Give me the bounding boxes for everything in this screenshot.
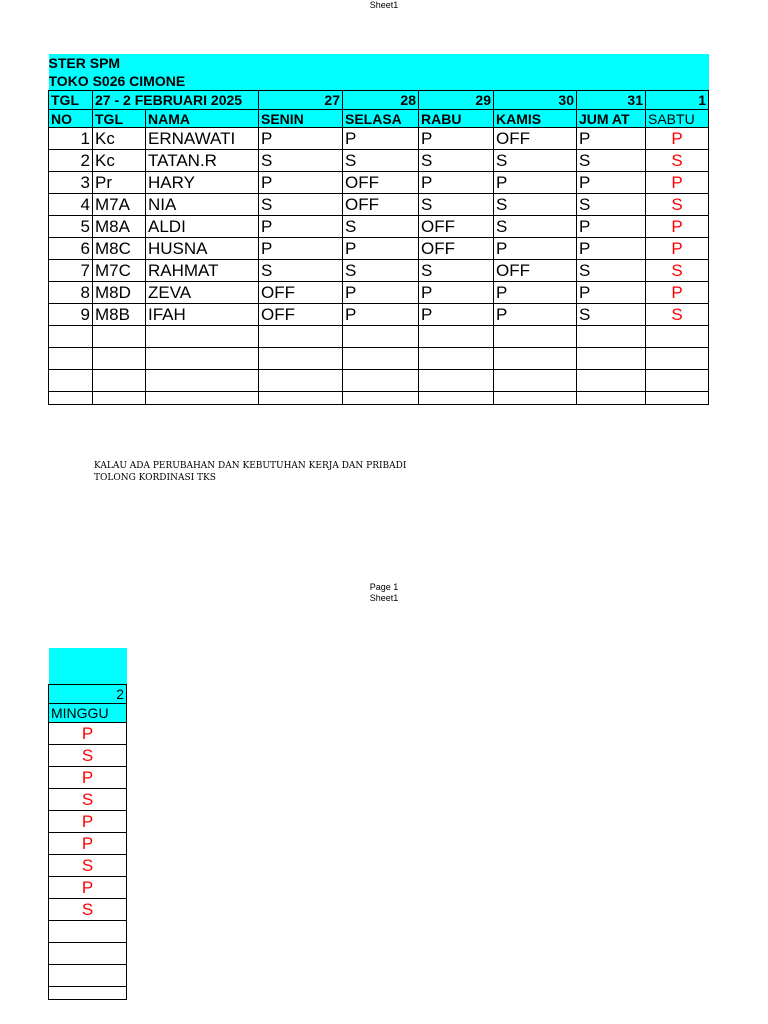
period-label: 27 - 2 FEBRUARI 2025 — [93, 91, 259, 110]
cell-name: IFAH — [146, 304, 259, 326]
cell-jum: S — [577, 304, 646, 326]
cell-sel: P — [343, 128, 419, 150]
store-name: TOKO S026 CIMONE — [49, 72, 709, 91]
cell-sel: S — [343, 260, 419, 282]
cell-name: ERNAWATI — [146, 128, 259, 150]
cell-kam: P — [494, 282, 577, 304]
cell-sen: P — [259, 216, 343, 238]
minggu-empty-cell — [49, 965, 127, 987]
empty-cell — [494, 370, 577, 392]
cell-name: ALDI — [146, 216, 259, 238]
empty-cell — [646, 348, 709, 370]
empty-cell — [93, 326, 146, 348]
empty-cell — [259, 348, 343, 370]
cell-rab: OFF — [419, 216, 494, 238]
empty-cell — [646, 392, 709, 405]
cell-jum: P — [577, 128, 646, 150]
roster-table — [48, 54, 709, 405]
empty-cell — [146, 348, 259, 370]
roster-title: STER SPM — [49, 54, 709, 72]
cell-sen: OFF — [259, 304, 343, 326]
empty-cell — [343, 370, 419, 392]
col-header-1: TGL — [93, 110, 146, 128]
minggu-cell: S — [49, 789, 127, 811]
cell-jum: P — [577, 172, 646, 194]
cell-no: 2 — [49, 150, 93, 172]
empty-cell — [494, 392, 577, 405]
empty-cell — [93, 370, 146, 392]
empty-cell — [343, 326, 419, 348]
table-row — [49, 150, 709, 172]
empty-cell — [494, 326, 577, 348]
cell-no: 7 — [49, 260, 93, 282]
footer-page: Page 1 — [369, 582, 399, 592]
col-header-2: NAMA — [146, 110, 259, 128]
cell-sen: P — [259, 238, 343, 260]
empty-cell — [49, 392, 93, 405]
empty-cell — [646, 370, 709, 392]
empty-cell — [93, 392, 146, 405]
cell-jum: P — [577, 238, 646, 260]
cell-sab: S — [646, 150, 709, 172]
page2-header-sheet: Sheet1 — [369, 593, 399, 603]
empty-cell — [419, 348, 494, 370]
minggu-empty-cell — [49, 987, 127, 1000]
date-28: 28 — [343, 91, 419, 110]
empty-cell — [419, 392, 494, 405]
cell-code: M8B — [93, 304, 146, 326]
cell-sel: P — [343, 238, 419, 260]
cell-rab: P — [419, 172, 494, 194]
cell-name: HUSNA — [146, 238, 259, 260]
col-header-6: KAMIS — [494, 110, 577, 128]
cell-sab: P — [646, 238, 709, 260]
empty-cell — [146, 392, 259, 405]
cell-sab: S — [646, 260, 709, 282]
cell-sab: P — [646, 216, 709, 238]
empty-cell — [577, 370, 646, 392]
minggu-cell: P — [49, 767, 127, 789]
minggu-cell: S — [49, 745, 127, 767]
cell-kam: S — [494, 216, 577, 238]
cell-code: M8C — [93, 238, 146, 260]
cell-kam: S — [494, 194, 577, 216]
cell-rab: P — [419, 304, 494, 326]
cell-sab: P — [646, 282, 709, 304]
cell-rab: P — [419, 128, 494, 150]
cell-sab: P — [646, 172, 709, 194]
cell-name: TATAN.R — [146, 150, 259, 172]
empty-cell — [343, 392, 419, 405]
col-header-5: RABU — [419, 110, 494, 128]
empty-cell — [419, 326, 494, 348]
cell-name: ZEVA — [146, 282, 259, 304]
table-row — [49, 282, 709, 304]
empty-cell — [646, 326, 709, 348]
cell-sen: S — [259, 260, 343, 282]
cell-kam: OFF — [494, 128, 577, 150]
cell-rab: S — [419, 150, 494, 172]
minggu-cell: P — [49, 723, 127, 745]
minggu-blank-header — [49, 648, 127, 685]
empty-row — [49, 348, 709, 370]
cell-rab: P — [419, 282, 494, 304]
cell-name: HARY — [146, 172, 259, 194]
cell-jum: S — [577, 194, 646, 216]
col-header-8: SABTU — [646, 110, 709, 128]
cell-sel: P — [343, 282, 419, 304]
empty-cell — [259, 392, 343, 405]
cell-no: 3 — [49, 172, 93, 194]
cell-kam: S — [494, 150, 577, 172]
minggu-empty-cell — [49, 921, 127, 943]
cell-sen: S — [259, 150, 343, 172]
cell-code: Kc — [93, 128, 146, 150]
empty-cell — [577, 392, 646, 405]
col-header-0: NO — [49, 110, 93, 128]
empty-row — [49, 370, 709, 392]
date-29: 29 — [419, 91, 494, 110]
cell-kam: OFF — [494, 260, 577, 282]
cell-code: Pr — [93, 172, 146, 194]
empty-cell — [494, 348, 577, 370]
table-row — [49, 238, 709, 260]
cell-sab: P — [646, 128, 709, 150]
cell-sel: OFF — [343, 194, 419, 216]
cell-jum: S — [577, 260, 646, 282]
cell-jum: S — [577, 150, 646, 172]
date-31: 31 — [577, 91, 646, 110]
empty-cell — [577, 348, 646, 370]
cell-sel: P — [343, 304, 419, 326]
cell-sab: S — [646, 304, 709, 326]
cell-jum: P — [577, 282, 646, 304]
cell-name: RAHMAT — [146, 260, 259, 282]
cell-code: Kc — [93, 150, 146, 172]
minggu-cell: S — [49, 899, 127, 921]
empty-cell — [49, 348, 93, 370]
minggu-cell: S — [49, 855, 127, 877]
cell-kam: P — [494, 304, 577, 326]
table-row — [49, 194, 709, 216]
minggu-cell: P — [49, 833, 127, 855]
note-line-2: TOLONG KORDINASI TKS — [94, 473, 216, 483]
col-header-4: SELASA — [343, 110, 419, 128]
empty-cell — [259, 370, 343, 392]
cell-no: 9 — [49, 304, 93, 326]
empty-cell — [343, 348, 419, 370]
cell-sel: S — [343, 150, 419, 172]
empty-cell — [49, 370, 93, 392]
cell-no: 8 — [49, 282, 93, 304]
empty-row — [49, 392, 709, 405]
cell-rab: S — [419, 194, 494, 216]
note — [94, 460, 406, 484]
cell-sel: S — [343, 216, 419, 238]
empty-row — [49, 326, 709, 348]
col-header-3: SENIN — [259, 110, 343, 128]
table-row — [49, 260, 709, 282]
empty-cell — [146, 326, 259, 348]
minggu-date: 2 — [49, 685, 127, 704]
tgl-label: TGL — [49, 91, 93, 110]
date-27: 27 — [259, 91, 343, 110]
table-row — [49, 216, 709, 238]
empty-cell — [577, 326, 646, 348]
table-row — [49, 128, 709, 150]
cell-rab: S — [419, 260, 494, 282]
table-row — [49, 304, 709, 326]
cell-no: 4 — [49, 194, 93, 216]
empty-cell — [146, 370, 259, 392]
cell-code: M7A — [93, 194, 146, 216]
cell-sen: OFF — [259, 282, 343, 304]
cell-code: M8A — [93, 216, 146, 238]
minggu-cell: P — [49, 811, 127, 833]
empty-cell — [259, 326, 343, 348]
cell-sel: OFF — [343, 172, 419, 194]
minggu-day: MINGGU — [49, 704, 127, 723]
cell-sen: P — [259, 172, 343, 194]
empty-cell — [93, 348, 146, 370]
minggu-table — [48, 648, 127, 1000]
page-header-sheet: Sheet1 — [369, 0, 399, 10]
cell-name: NIA — [146, 194, 259, 216]
cell-code: M7C — [93, 260, 146, 282]
col-header-7: JUM AT — [577, 110, 646, 128]
empty-cell — [419, 370, 494, 392]
empty-cell — [49, 326, 93, 348]
cell-sen: P — [259, 128, 343, 150]
cell-sab: S — [646, 194, 709, 216]
cell-kam: P — [494, 172, 577, 194]
note-line-1: KALAU ADA PERUBAHAN DAN KEBUTUHAN KERJA DAN PRIBADI — [94, 461, 407, 471]
cell-kam: P — [494, 238, 577, 260]
date-1: 1 — [646, 91, 709, 110]
cell-no: 6 — [49, 238, 93, 260]
cell-no: 1 — [49, 128, 93, 150]
table-row — [49, 172, 709, 194]
cell-sen: S — [259, 194, 343, 216]
minggu-empty-cell — [49, 943, 127, 965]
date-30: 30 — [494, 91, 577, 110]
cell-no: 5 — [49, 216, 93, 238]
cell-rab: OFF — [419, 238, 494, 260]
cell-jum: P — [577, 216, 646, 238]
cell-code: M8D — [93, 282, 146, 304]
minggu-cell: P — [49, 877, 127, 899]
